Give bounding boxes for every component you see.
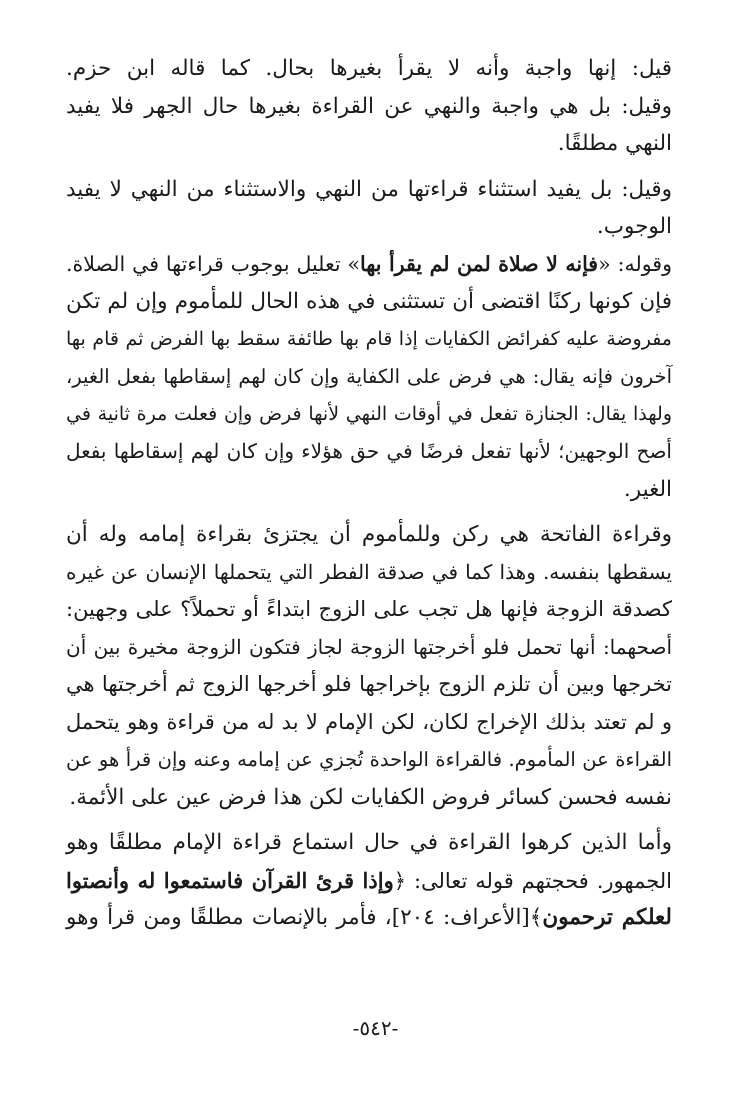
text-line: الوجوب. [596, 214, 672, 239]
text-line: أصح الوجهين؛ لأنها تفعل فرضًا في حق هؤلاء وإن كان لهم إسقاطها بفعل [66, 439, 672, 463]
text-line: وأما الذين كرهوا القراءة في حال استماع قراءة الإمام مطلقًا وهو [66, 830, 672, 855]
text-line: وقراءة الفاتحة هي ركن وللمأموم أن يجتزئ بقراءة إمامه وله أن [66, 522, 672, 547]
text-line [66, 246, 672, 284]
hadith-quote: فإنه لا صلاة لمن لم يقرأ بها [360, 251, 599, 276]
text-line: تخرجها وبين أن تلزم الزوج بإخراجها فلو أخرجها الزوج ثم أخرجتها هي [66, 672, 672, 696]
quote-open: وقوله: « [598, 251, 672, 276]
text-line: فإن كونها ركنًا اقتضى أن تستثنى في هذه الحال للمأموم وإن لم تكن [66, 289, 672, 314]
text-line: يسقطها بنفسه. وهذا كما في صدقة الفطر التي يتحملها الإنسان عن غيره [66, 559, 672, 584]
body-text [66, 50, 672, 937]
text-line: نفسه فحسن كسائر فروض الكفايات لكن هذا فرض عين على الأئمة. [69, 784, 672, 810]
text-line: مفروضة عليه كفرائض الكفايات إذا قام بها طائفة سقط بها الفرض ثم قام بها [66, 327, 672, 350]
text-line: ولهذا يقال: الجنازة تفعل في أوقات النهي لأنها فرض وإن فعلت مرة ثانية في [66, 402, 672, 425]
page-number: -٥٤٢- [352, 1016, 399, 1040]
text-line: قيل: إنها واجبة وأنه لا يقرأ بغيرها بحال. كما قاله ابن حزم. [66, 56, 672, 81]
quran-verse: وإذا قرئ القرآن فاستمعوا له وأنصتوا [66, 867, 394, 893]
text-line: آخرون فإنه يقال: هي فرض على الكفاية وإن كان لهم إسقاطها بفعل الغير، [66, 365, 672, 388]
verse-intro: الجمهور. فحجتهم قوله تعالى: ﴿ [393, 868, 672, 893]
text-line: القراءة عن المأموم. فالقراءة الواحدة تُجزي عن إمامه وعنه وإن قرأ هو عن [66, 748, 672, 771]
quran-verse-end: لعلكم ترحمون [542, 905, 672, 930]
quote-close: » تعليل بوجوب قراءتها في الصلاة. [66, 251, 361, 276]
text-line: و لم تعتد بذلك الإخراج لكان، لكن الإمام لا بد له من قراءة وهو يتحمل [66, 709, 672, 734]
text-line: وقيل: بل يفيد استثناء قراءتها من النهي والاستثناء من النهي لا يفيد [66, 176, 672, 202]
text-line: أصحهما: أنها تحمل فلو أخرجتها الزوجة لجاز فتكون الزوجة مخيرة بين أن [66, 634, 672, 659]
text-line: النهي مطلقًا. [557, 131, 672, 156]
text-line: الغير. [623, 476, 672, 502]
text-line: كصدقة الزوجة فإنها هل تجب على الزوج ابتداءً أو تحملاً؟ على وجهين: [66, 597, 672, 621]
text-line [66, 899, 672, 937]
verse-reference: ﴾[الأعراف: ٢٠٤]، فأمر بالإنصات مطلقًا ومن قرأ وهو [66, 905, 543, 930]
text-line: وقيل: بل هي واجبة والنهي عن القراءة بغيرها حال الجهر فلا يفيد [66, 93, 672, 119]
text-line [66, 862, 672, 900]
